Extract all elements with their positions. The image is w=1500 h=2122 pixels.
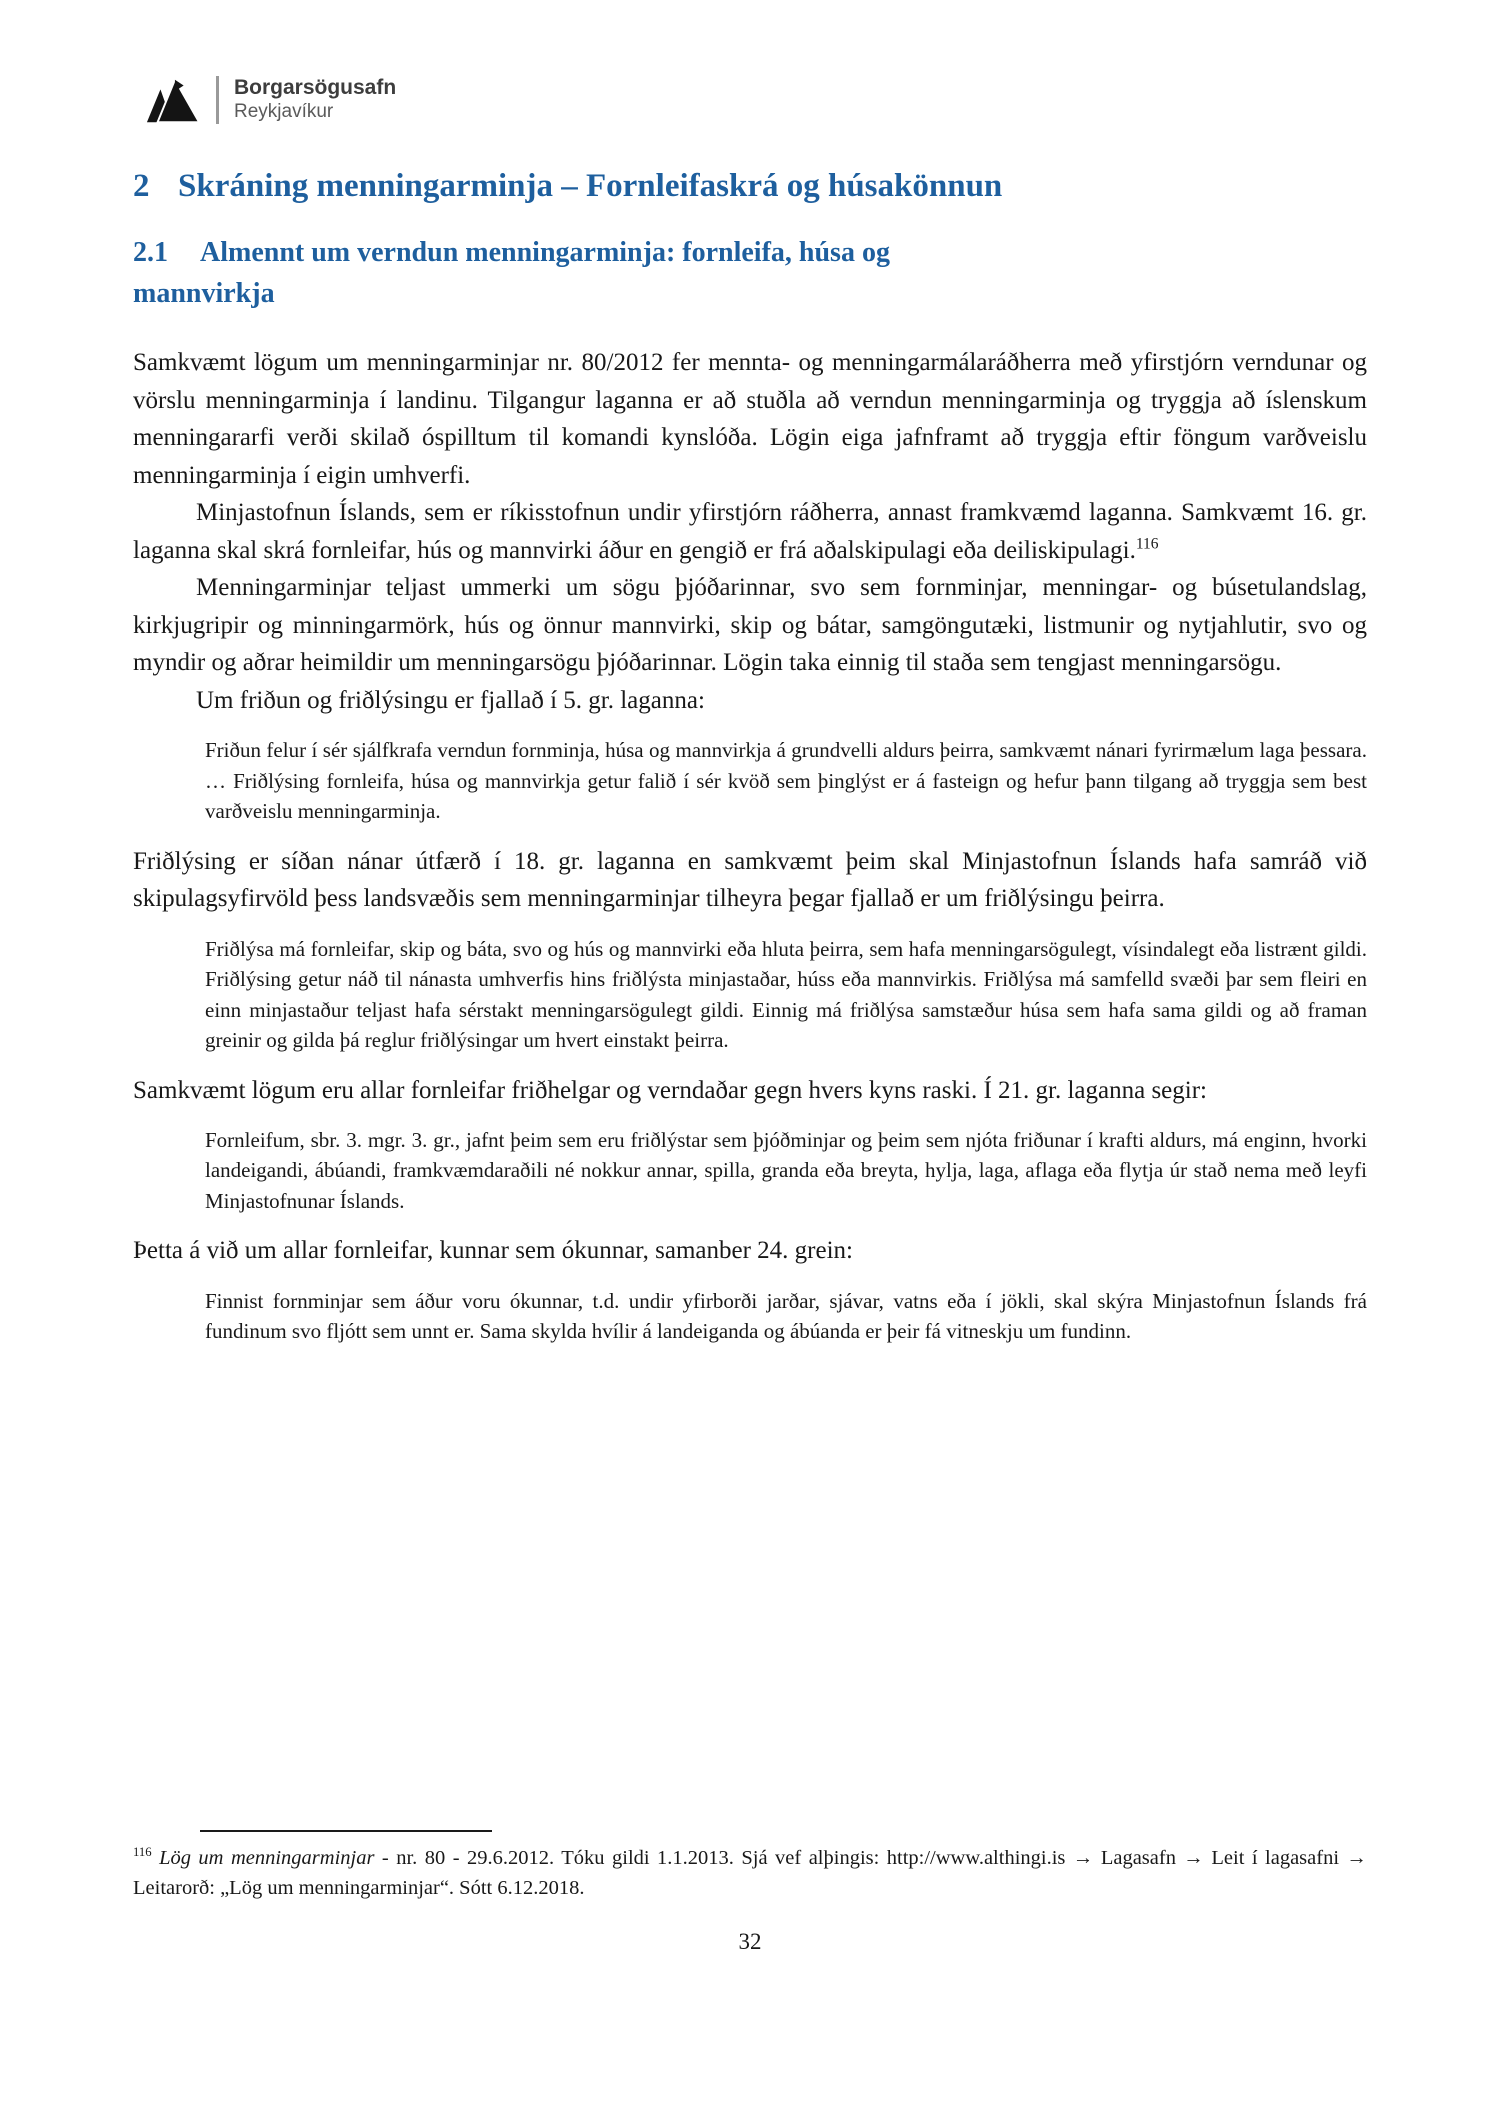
paragraph-fridlysing: Friðlýsing er síðan nánar útfærð í 18. gr. laganna en samkvæmt þeim skal Minjastofnun Íslands hafa samráð við skipulagsyfirvöld þess landsvæðis sem menningarminjar tilheyra þegar fjallað er um friðlýsingu þeirra. [133,847,1367,913]
logo-org-name: Borgarsögusafn [234,76,397,100]
chapter-heading [133,166,1367,207]
museum-logo [145,76,1367,124]
section-title-line1: Almennt um verndun menningarminja: fornleifa, húsa og [200,237,890,269]
mountain-logo-icon [145,77,201,123]
chapter-number: 2 [133,168,150,204]
page-footer [133,1830,1367,1955]
paragraph-minjastofnun [133,494,1367,569]
body-text [133,344,1367,1346]
block-quote-fridun: Friðun felur í sér sjálfkrafa verndun fornminja, húsa og mannvirkja á grundvelli aldurs þeirra, samkvæmt nánari fyrirmælum laga þessara. … Friðlýsing fornleifa, húsa og mannvirkja getur falið í sér kvöð sem þinglýst er á fasteign og hefur þann tilgang að tryggja sem best varðveislu menningarminja. [205,738,1367,824]
footnote-number: 116 [133,1845,152,1860]
logo-text [234,76,396,123]
page-number: 32 [738,1929,762,1955]
logo-divider [216,76,219,124]
block-quote-fornleifum: Fornleifum, sbr. 3. mgr. 3. gr., jafnt þeim sem eru friðlýstar sem þjóðminjar og þeim sem njóta friðunar í krafti aldurs, má enginn, hvorki landeigandi, ábúandi, framkvæmdaraðili né nokkur annar, spilla, granda eða breyta, hylja, laga, aflaga eða flytja úr stað nema með leyfi Minjastofnunar Íslands. [205,1128,1367,1213]
block-quote-fridlysa: Friðlýsa má fornleifar, skip og báta, svo og hús og mannvirki eða hluta þeirra, sem hafa menningarsögulegt, vísindalegt eða listrænt gildi. Friðlýsing getur náð til nánasta umhverfis hins friðlýsta minjastaðar, húss eða mannvirkis. Friðlýsa má samfelld svæði þar sem fleiri en einn minjastaður teljast hafa sérstakt menningarsögulegt gildi. Einnig má friðlýsa samstæður húsa sem hafa sama gildi og að framan greinir og gilda þá reglur friðlýsingar um hvert einstakt þeirra. [205,936,1367,1053]
section-heading [133,233,1367,314]
section-title-line2: mannvirkja [133,277,275,309]
paragraph-fridun-intro: Um friðun og friðlýsingu er fjallað í 5. gr. laganna: [196,686,705,714]
page-content [133,76,1367,1363]
footnote-separator [200,1830,492,1832]
footnote-law-title: Lög um menningarminjar [159,1847,375,1869]
section-number: 2.1 [133,237,168,269]
paragraph-menningarminjar: Menningarminjar teljast ummerki um sögu þjóðarinnar, svo sem fornminjar, menningar- og búsetulandslag, kirkjugripir og minningarmörk, hús og önnur mannvirki, skip og bátar, samgöngutæki, listmunir og nytjahlutir, svo og myndir og aðrar heimildir um menningarsögu þjóðarinnar. Lögin taka einnig til staða sem tengjast menningarsögu. [133,574,1367,677]
paragraph-text: Minjastofnun Íslands, sem er ríkisstofnun undir yfirstjórn ráðherra, annast framkvæmd laganna. Samkvæmt 16. gr. laganna skal skrá fornleifar, hús og mannvirki áður en gengið er frá aðalskipulagi eða deiliskipulagi. [133,499,1367,564]
paragraph-thetta: Þetta á við um allar fornleifar, kunnar sem ókunnar, samanber 24. grein: [133,1237,853,1265]
chapter-title: Skráning menningarminja – Fornleifaskrá og húsakönnun [178,168,1003,204]
paragraph-fornleifar: Samkvæmt lögum eru allar fornleifar friðhelgar og verndaðar gegn hvers kyns raski. Í 21. gr. laganna segir: [133,1076,1207,1104]
footnote-text: - nr. 80 - 29.6.2012. Tóku gildi 1.1.2013. Sjá vef alþingis: http://www.althingi.is → Lagasafn → Leit í lagasafni → Leitarorð: „Lög um menningarminjar“. Sótt 6.12.2018. [133,1847,1367,1899]
block-quote-finnist: Finnist fornminjar sem áður voru ókunnar, t.d. undir yfirborði jarðar, sjávar, vatns eða í jökli, skal skýra Minjastofnun Íslands frá fundinum svo fljótt sem unnt er. Sama skylda hvílir á landeiganda og ábúanda er þeir fá vitneskju um fundinn. [205,1288,1367,1344]
paragraph-intro: Samkvæmt lögum um menningarminjar nr. 80/2012 fer mennta- og menningarmálaráðherra með yfirstjórn verndunar og vörslu menningarminja í landinu. Tilgangur laganna er að stuðla að verndun menningarminja og tryggja að íslenskum menningararfi verði skilað óspilltum til komandi kynslóða. Lögin eiga jafnframt að tryggja eftir föngum varðveislu menningarminja í eigin umhverfi. [133,349,1367,489]
footnote [133,1844,1367,1903]
footnote-reference: 116 [1135,535,1159,553]
logo-city-name: Reykjavíkur [234,101,334,123]
